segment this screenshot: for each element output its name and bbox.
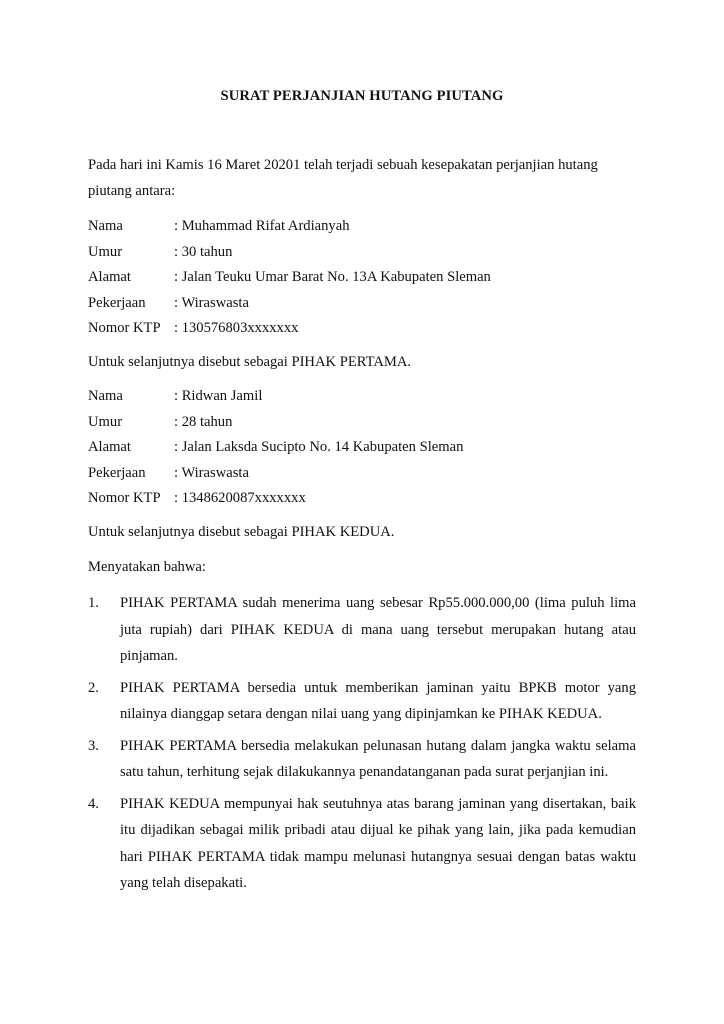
field-value: : 30 tahun — [174, 243, 233, 260]
field-value: : Jalan Laksda Sucipto No. 14 Kabupaten Sleman — [174, 439, 464, 455]
statement-intro: Menyatakan bahwa: — [88, 559, 206, 575]
clause-text: PIHAK PERTAMA sudah menerima uang sebesar Rp55.000.000,00 (lima puluh lima juta rupiah) dari PIHAK KEDUA di mana uang tersebut merupakan hutang atau pinjaman. — [120, 595, 636, 664]
field-value: : 1348620087xxxxxxx — [174, 490, 306, 506]
field-value: : Muhammad Rifat Ardianyah — [174, 218, 350, 234]
field-label: Pekerjaan — [88, 464, 146, 481]
clause-item — [88, 733, 636, 786]
party2-name-row — [88, 384, 636, 410]
party1-occupation-row — [88, 291, 636, 317]
field-value: : Jalan Teuku Umar Barat No. 13A Kabupaten Sleman — [174, 269, 491, 285]
party1-designation: Untuk selanjutnya disebut sebagai PIHAK PERTAMA. — [88, 354, 412, 370]
field-label: Alamat — [88, 439, 131, 455]
field-label: Nama — [88, 218, 123, 234]
clause-text: PIHAK KEDUA mempunyai hak seutuhnya atas barang jaminan yang disertakan, baik itu dijadikan sebagai milik pribadi atau dijual ke pihak yang lain, jika pada kemudian hari PIHAK PERTAMA tidak mampu melunasi hutangnya sesuai dengan batas waktu yang telah disepakati. — [120, 795, 636, 891]
field-value: : 28 tahun — [174, 413, 233, 430]
party1-fields — [88, 214, 636, 342]
party1-age-row — [88, 240, 636, 266]
clause-number: 4. — [88, 795, 99, 812]
field-value: : Wiraswasta — [174, 294, 249, 311]
party2-address-row — [88, 435, 636, 461]
party2-fields — [88, 384, 636, 512]
intro-paragraph: Pada hari ini Kamis 16 Maret 20201 telah terjadi sebuah kesepakatan perjanjian hutang piutang antara: — [88, 157, 598, 199]
field-value: : Ridwan Jamil — [174, 388, 263, 404]
field-label: Nama — [88, 388, 123, 404]
clause-text: PIHAK PERTAMA bersedia melakukan pelunasan hutang dalam jangka waktu selama satu tahun, terhitung sejak dilakukannya penandatanganan pada surat perjanjian ini. — [120, 737, 636, 780]
party1-name-row — [88, 214, 636, 240]
field-label: Umur — [88, 413, 123, 430]
party2-designation: Untuk selanjutnya disebut sebagai PIHAK KEDUA. — [88, 524, 395, 540]
field-value: : 130576803xxxxxxx — [174, 320, 299, 336]
party2-age-row — [88, 410, 636, 436]
party1-id-row — [88, 316, 636, 342]
clause-number: 2. — [88, 679, 99, 696]
field-label: Pekerjaan — [88, 294, 146, 311]
clause-list — [88, 590, 636, 897]
document-title: SURAT PERJANJIAN HUTANG PIUTANG — [220, 88, 504, 104]
clause-number: 3. — [88, 737, 99, 754]
field-value: : Wiraswasta — [174, 464, 249, 481]
clause-item — [88, 791, 636, 897]
field-label: Umur — [88, 243, 123, 260]
clause-item — [88, 675, 636, 728]
clause-text: PIHAK PERTAMA bersedia untuk memberikan jaminan yaitu BPKB motor yang nilainya dianggap setara dengan nilai uang yang dipinjamkan ke PIHAK KEDUA. — [120, 679, 636, 722]
party1-address-row — [88, 265, 636, 291]
clause-number: 1. — [88, 595, 99, 611]
party2-occupation-row — [88, 461, 636, 487]
field-label: Nomor KTP — [88, 490, 161, 506]
party2-id-row — [88, 486, 636, 512]
field-label: Nomor KTP — [88, 320, 161, 336]
clause-item — [88, 590, 636, 670]
field-label: Alamat — [88, 269, 131, 285]
